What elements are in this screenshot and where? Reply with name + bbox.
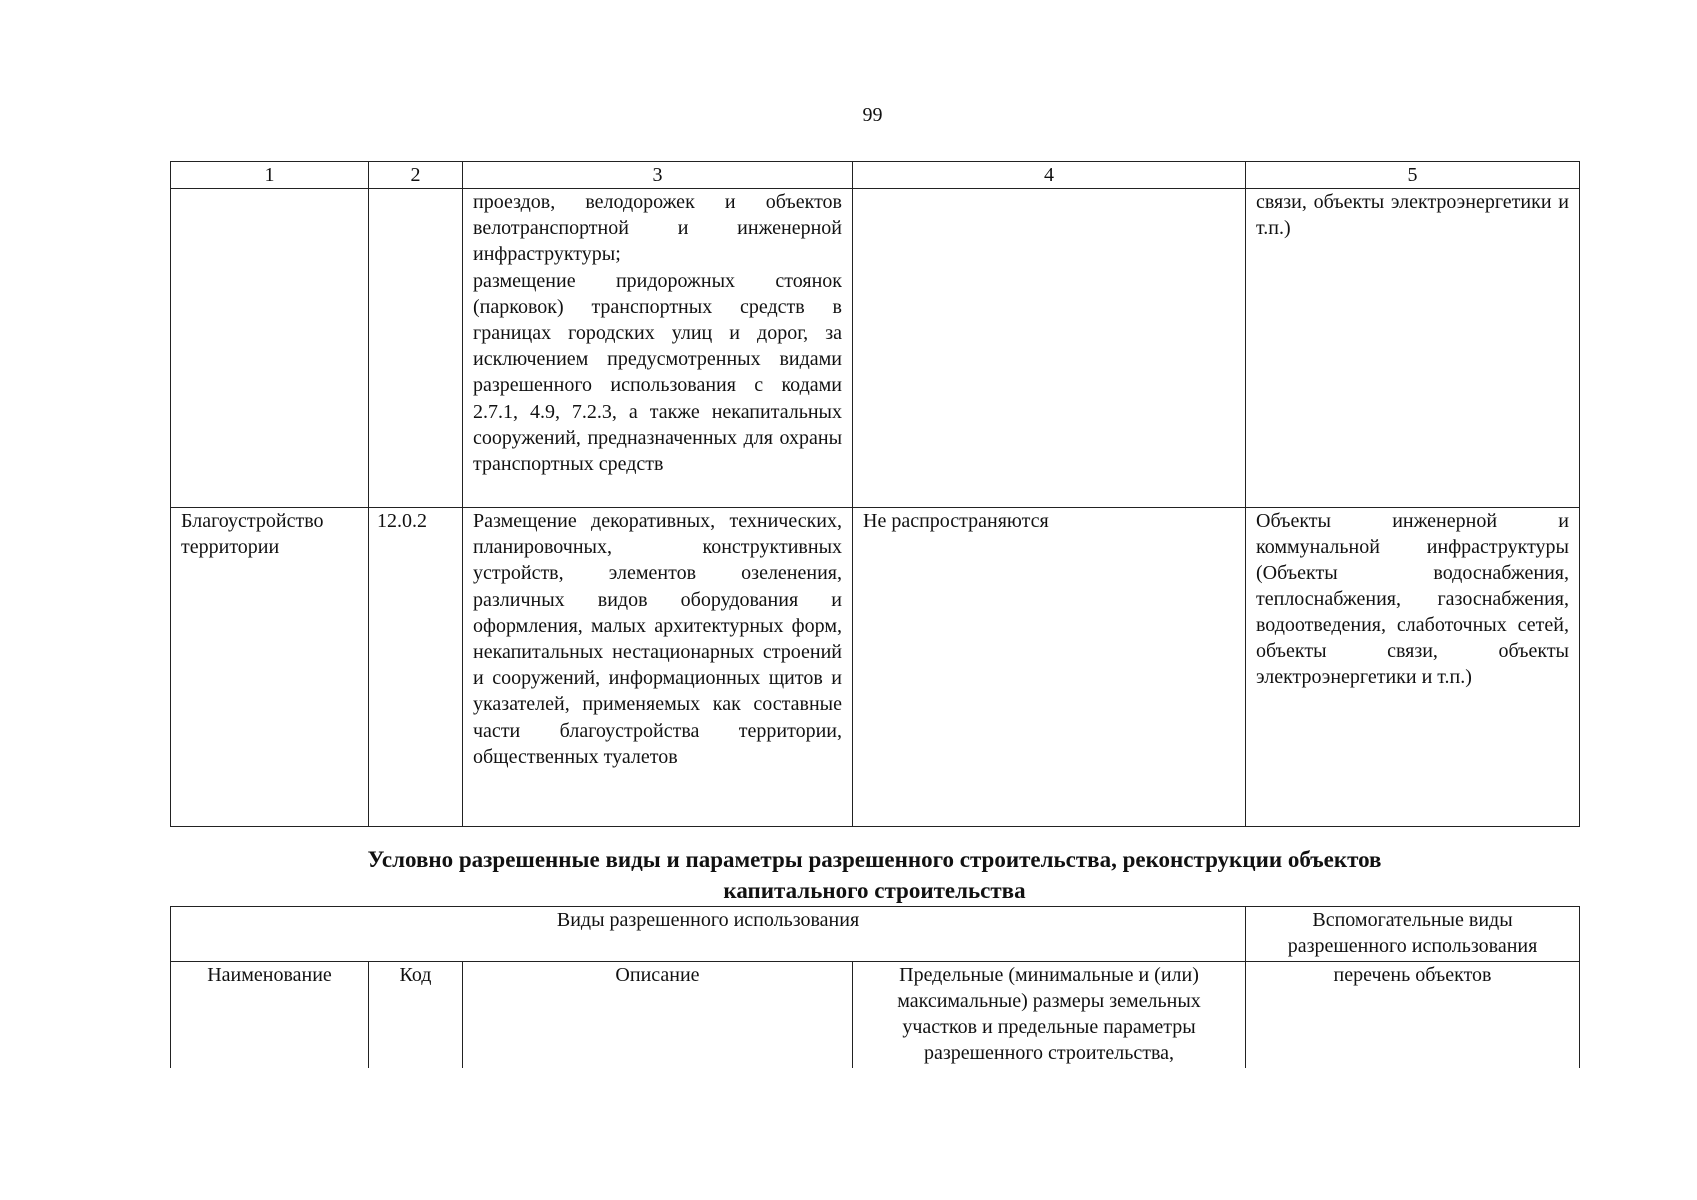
column-number-row xyxy=(171,162,1580,189)
description-paragraph: проездов, велодорожек и объектов велотранспортной и инженерной инфраструктуры; xyxy=(473,191,842,266)
use-name-cell xyxy=(171,189,369,508)
page-number: 99 xyxy=(862,104,883,126)
column-header-description: Описание xyxy=(463,962,853,1069)
use-description-cell xyxy=(463,189,853,508)
use-parameters-cell xyxy=(853,189,1246,508)
section-heading xyxy=(170,844,1579,906)
description-paragraph: размещение придорожных стоянок (парковок) транспортных средств в границах городских улиц и дорог, за исключением предусмотренных видами разрешенного использования с кодами 2.7.1, 4.9, 7.2.3, а также некапитальных сооружений, предназначенных для охраны транспортных средств xyxy=(473,269,842,476)
column-number: 2 xyxy=(369,162,463,189)
column-number: 5 xyxy=(1246,162,1580,189)
use-code-cell xyxy=(369,189,463,508)
column-header-parameters: Предельные (минимальные и (или) максимальные) размеры земельных участков и предельные параметры разрешенного строительства, xyxy=(853,962,1246,1069)
column-number: 1 xyxy=(171,162,369,189)
column-number: 3 xyxy=(463,162,853,189)
auxiliary-objects-cell: связи, объекты электроэнергетики и т.п.) xyxy=(1246,189,1580,508)
column-header-row xyxy=(171,962,1580,1069)
column-header-code: Код xyxy=(369,962,463,1069)
use-parameters-cell: Не распространяются xyxy=(853,508,1246,827)
use-code-cell: 12.0.2 xyxy=(369,508,463,827)
section-heading-line: капитального строительства xyxy=(723,878,1026,903)
auxiliary-objects-cell: Объекты инженерной и коммунальной инфраструктуры (Объекты водоснабжения, теплоснабжения, газоснабжения, водоотведения, слаботочных сетей, объекты связи, объекты электроэнергетики и т.п.) xyxy=(1246,508,1580,827)
use-name-cell: Благоустройство территории xyxy=(171,508,369,827)
table-row xyxy=(171,189,1580,508)
table-row xyxy=(171,508,1580,827)
conditional-uses-table xyxy=(170,906,1580,1068)
permitted-uses-table xyxy=(170,161,1580,827)
column-header-objects: перечень объектов xyxy=(1246,962,1580,1069)
column-number: 4 xyxy=(853,162,1246,189)
auxiliary-uses-group-header: Вспомогательные виды разрешенного использования xyxy=(1246,907,1580,962)
use-description-cell: Размещение декоративных, технических, планировочных, конструктивных устройств, элементов озеленения, различных видов оборудования и оформления, малых архитектурных форм, некапитальных нестационарных строений и сооружений, информационных щитов и указателей, применяемых как составные части благоустройства территории, общественных туалетов xyxy=(463,508,853,827)
permitted-uses-group-header: Виды разрешенного использования xyxy=(171,907,1246,962)
section-heading-line: Условно разрешенные виды и параметры разрешенного строительства, реконструкции объектов xyxy=(367,847,1382,872)
group-header-row xyxy=(171,907,1580,962)
column-header-name: Наименование xyxy=(171,962,369,1069)
